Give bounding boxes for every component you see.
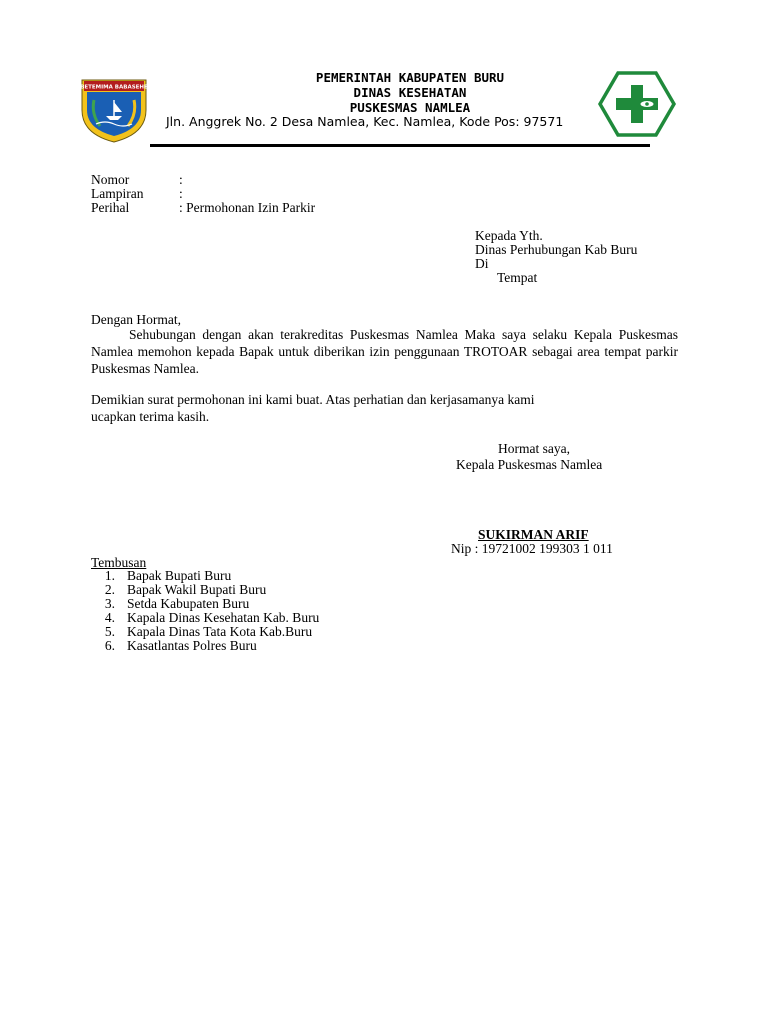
regency-emblem-logo — [78, 76, 150, 144]
closing-line2: ucapkan terima kasih. — [91, 409, 210, 424]
body-paragraph-text: Sehubungan dengan akan terakreditas Puskesmas Namlea Maka saya selaku Kepala Puskesmas Namlea memohon kepada Bapak untuk diberikan izin penggunaan TROTOAR sebagai area tempat parkir Puskesmas Namlea. — [91, 327, 678, 376]
signature-nip: Nip : 19721002 199303 1 011 — [451, 541, 613, 556]
perihal-value: : Permohonan Izin Parkir — [179, 200, 316, 215]
cc-item: 4. Kapala Dinas Kesehatan Kab. Buru — [104, 610, 320, 625]
cc-item: 5. Kapala Dinas Tata Kota Kab.Buru — [104, 624, 313, 639]
emblem-banner-text: BETEMIMA BABASEHE — [80, 84, 148, 91]
signature-position: Kepala Puskesmas Namlea — [456, 457, 603, 472]
recipient-line2: Dinas Perhubungan Kab Buru — [475, 242, 638, 257]
signature-regards: Hormat saya, — [498, 441, 570, 456]
recipient-line1: Kepada Yth. — [475, 228, 543, 243]
cc-item: 1. Bapak Bupati Buru — [104, 568, 232, 583]
cc-item: 6. Kasatlantas Polres Buru — [104, 638, 257, 653]
cc-item: 2. Bapak Wakil Bupati Buru — [104, 582, 267, 597]
letterhead-line1: PEMERINTAH KABUPATEN BURU — [315, 70, 505, 85]
closing-line1: Demikian surat permohonan ini kami buat. Atas perhatian dan kerjasamanya kami — [91, 392, 535, 407]
perihal-label: Perihal — [91, 200, 130, 215]
greeting: Dengan Hormat, — [91, 312, 181, 327]
nomor-value: : — [179, 172, 183, 187]
signature-name: SUKIRMAN ARIF — [478, 527, 589, 542]
letterhead-divider — [150, 144, 650, 147]
recipient-line3: Di — [475, 256, 489, 271]
cc-list — [91, 569, 319, 653]
puskesmas-logo — [598, 71, 676, 137]
lampiran-value: : — [179, 186, 183, 201]
body-paragraph — [91, 326, 678, 377]
recipient-line4: Tempat — [497, 270, 538, 285]
letterhead-address: Jln. Anggrek No. 2 Desa Namlea, Kec. Namlea, Kode Pos: 97571 — [166, 114, 564, 129]
letterhead-line2: DINAS KESEHATAN — [353, 85, 467, 100]
nomor-label: Nomor — [91, 172, 130, 187]
cc-title: Tembusan — [91, 555, 147, 570]
letterhead-line3: PUSKESMAS NAMLEA — [349, 100, 471, 115]
lampiran-label: Lampiran — [91, 186, 144, 201]
cc-item: 3. Setda Kabupaten Buru — [104, 596, 250, 611]
